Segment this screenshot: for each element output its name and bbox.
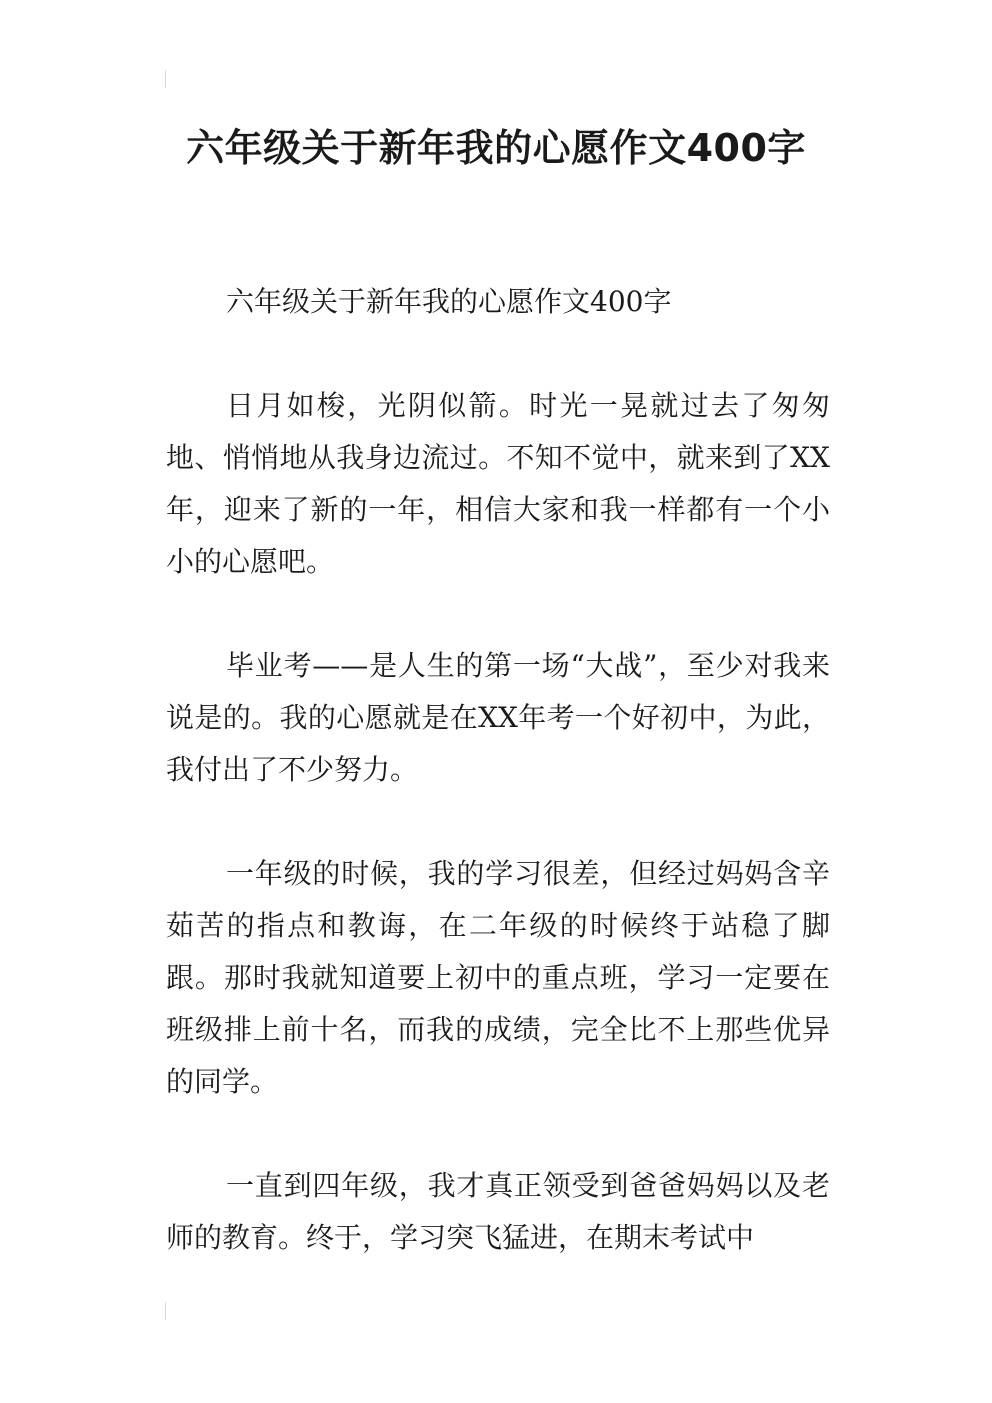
body-subtitle: 六年级关于新年我的心愿作文400字	[226, 285, 672, 318]
page-margin-mark-top	[165, 70, 166, 88]
paragraph-3: 一年级的时候，我的学习很差，但经过妈妈含辛茹苦的指点和教诲，在二年级的时候终于站稳了脚跟。那时我就知道要上初中的重点班，学习一定要在班级排上前十名，而我的成绩，完全比不上那些优异的同学。	[166, 857, 830, 1098]
paragraph-4: 一直到四年级，我才真正领受到爸爸妈妈以及老师的教育。终于，学习突飞猛进，在期末考试中	[166, 1169, 830, 1254]
paragraph-2: 毕业考——是人生的第一场“大战”，至少对我来说是的。我的心愿就是在XX年考一个好初中，为此，我付出了不少努力。	[166, 649, 830, 786]
paragraph-1: 日月如梭，光阴似箭。时光一晃就过去了匆匆地、悄悄地从我身边流过。不知不觉中，就来到了XX年，迎来了新的一年，相信大家和我一样都有一个小小的心愿吧。	[166, 389, 830, 578]
document-title: 六年级关于新年我的心愿作文400字	[186, 126, 806, 170]
document-body	[166, 276, 830, 1316]
page-margin-mark-bottom	[165, 1302, 166, 1320]
